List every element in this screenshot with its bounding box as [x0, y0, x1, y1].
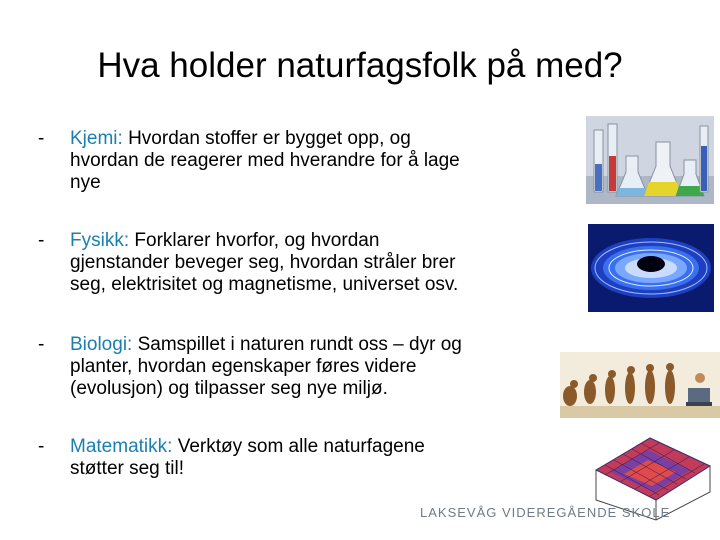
item-line: planter, hvordan egenskaper føres videre	[70, 356, 417, 377]
item-line: hvordan de reagerer med hverandre for å lage	[70, 150, 460, 171]
item-line: Verktøy som alle naturfagene	[177, 436, 425, 457]
item-line: Forklarer hvorfor, og hvordan	[134, 230, 380, 251]
item-text	[70, 230, 458, 296]
item-term: Matematikk:	[70, 436, 173, 457]
black-hole-icon	[588, 224, 714, 312]
item-text	[70, 128, 460, 194]
item-line: seg, elektrisitet og magnetisme, universet osv.	[70, 274, 459, 295]
item-line: gjenstander beveger seg, hvordan stråler brer	[70, 252, 456, 273]
bullet-dash: -	[38, 436, 45, 457]
item-line: (evolusjon) og tilpasser seg nye miljø.	[70, 378, 388, 399]
slide-title: Hva holder naturfagsfolk på med?	[97, 46, 623, 85]
item-term: Fysikk:	[70, 230, 130, 251]
bullet-dash: -	[38, 334, 45, 355]
item-line: støtter seg til!	[70, 458, 185, 479]
chemistry-flasks-icon	[586, 116, 714, 204]
item-text	[70, 334, 462, 400]
bullet-dash: -	[38, 128, 45, 149]
item-text	[70, 436, 425, 480]
item-line: nye	[70, 172, 101, 193]
item-term: Kjemi:	[70, 128, 123, 149]
school-logo-footer: LAKSEVÅG VIDEREGÅENDE SKOLE	[420, 505, 671, 520]
evolution-march-icon	[560, 352, 720, 418]
item-line: Samspillet i naturen rundt oss – dyr og	[137, 334, 462, 355]
bullet-dash: -	[38, 230, 45, 251]
item-line: Hvordan stoffer er bygget opp, og	[128, 128, 411, 149]
item-term: Biologi:	[70, 334, 133, 355]
